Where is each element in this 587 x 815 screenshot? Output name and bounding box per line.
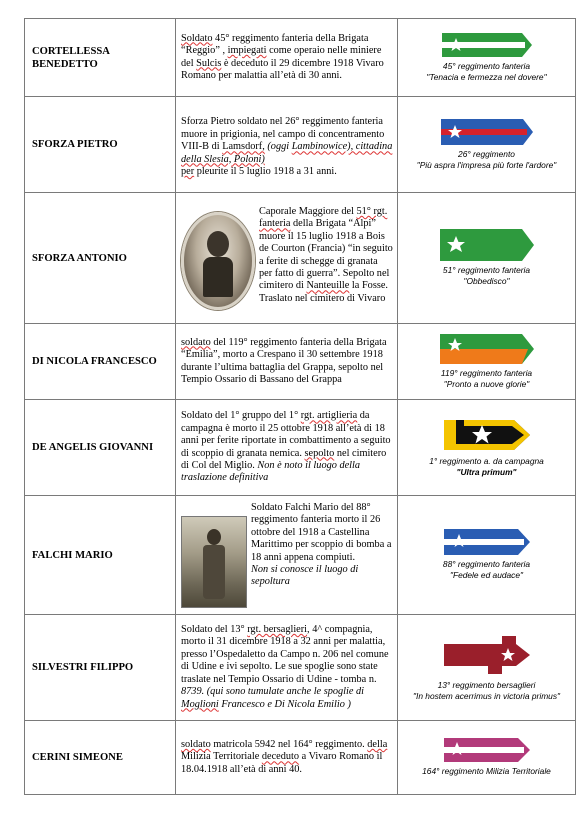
desc-text: della bbox=[367, 738, 388, 750]
desc-text: (oggi bbox=[264, 141, 292, 153]
table-row bbox=[25, 496, 576, 615]
soldier-description bbox=[176, 400, 398, 496]
desc-text: Soldato bbox=[181, 32, 213, 44]
desc-text: Non è noto il luogo della traslazione definitiva bbox=[181, 459, 361, 484]
table-row bbox=[25, 615, 576, 721]
regiment-caption: 119° reggimento fanteria bbox=[440, 367, 533, 378]
soldier-name: SFORZA PIETRO bbox=[25, 97, 176, 193]
desc-text: Soldato Falchi Mario del 88° reggimento fanteria morto il 26 ottobre del 1918 a Castellina Marittimo per scoppio di bomba a 18 anni appena compiuti. bbox=[251, 502, 392, 563]
regiment-motto: "Tenacia e fermezza nel dovere" bbox=[426, 71, 547, 82]
desc-text: Non si conosce il luogo di sepoltura bbox=[251, 564, 359, 588]
soldier-name: DE ANGELIS GIOVANNI bbox=[25, 400, 176, 496]
table-row bbox=[25, 721, 576, 795]
regiment-insignia bbox=[441, 119, 533, 145]
desc-text: della Brigata “Alpi” muore il 15 luglio 1918 a Bois de Courton (Francia) “in seguito a ferite di schegge di granata per fatto di guerra”. Sepolto nel cimitero di bbox=[259, 218, 393, 292]
desc-text: Caporale Maggiore del bbox=[259, 206, 357, 217]
roster-table bbox=[24, 18, 576, 795]
desc-body bbox=[251, 502, 393, 608]
soldier-name: FALCHI MARIO bbox=[25, 496, 176, 615]
desc-text: è deceduto il 29 dicembre 1918 Vivaro Romano per malattia all’età di 30 anni. bbox=[181, 57, 384, 81]
desc-text: la Fosse. Traslato nel cimitero di Vivaro bbox=[259, 280, 388, 304]
regiment-motto: "Pronto a nuove glorie" bbox=[443, 378, 530, 389]
soldier-description bbox=[176, 97, 398, 193]
table-row bbox=[25, 400, 576, 496]
table-row bbox=[25, 97, 576, 193]
regiment-cell bbox=[398, 400, 576, 496]
desc-body bbox=[259, 206, 393, 310]
soldier-name: SILVESTRI FILIPPO bbox=[25, 615, 176, 721]
regiment-cell bbox=[398, 721, 576, 795]
soldier-description bbox=[176, 721, 398, 795]
regiment-motto: "Ultra primum" bbox=[456, 466, 517, 477]
desc-text: Soldato del 13° bbox=[181, 624, 248, 636]
regiment-insignia bbox=[440, 229, 534, 261]
desc-text: Nanteuille bbox=[306, 280, 350, 292]
regiment-caption: 45° reggimento fanteria bbox=[442, 60, 531, 71]
soldier-name: DI NICOLA FRANCESCO bbox=[25, 324, 176, 400]
desc-text: 45° reggimento fanteria della Brigata “Reggio” , bbox=[181, 32, 369, 57]
soldier-name: SFORZA ANTONIO bbox=[25, 193, 176, 324]
soldier-name: CORTELLESSA BENEDETTO bbox=[25, 19, 176, 97]
desc-with-photo bbox=[181, 502, 393, 608]
desc-text: come operaio nelle miniere del bbox=[181, 45, 382, 69]
regiment-motto: "Più aspra l'impresa più forte l'ardore" bbox=[416, 159, 557, 170]
desc-text: rgt. bersaglieri bbox=[247, 624, 308, 636]
regiment-insignia bbox=[444, 529, 530, 555]
desc-text: Lamsdorf, bbox=[222, 141, 265, 153]
soldier-description bbox=[176, 324, 398, 400]
portrait-photo bbox=[181, 212, 255, 310]
table-row bbox=[25, 19, 576, 97]
regiment-caption: 88° reggimento fanteria bbox=[442, 559, 531, 569]
desc-text: Moglioni bbox=[181, 698, 219, 710]
desc-text: soldato bbox=[181, 738, 211, 750]
desc-text: Milizia Territoriale bbox=[181, 751, 262, 763]
regiment-cell bbox=[398, 496, 576, 615]
regiment-caption: 51° reggimento fanteria bbox=[442, 265, 531, 275]
soldier-description bbox=[176, 193, 398, 324]
desc-text: 51° rgt. fanteria bbox=[259, 206, 388, 230]
desc-with-photo bbox=[181, 206, 393, 310]
regiment-insignia bbox=[444, 738, 530, 762]
desc-text: Lambinowice), cittadina della Slesia, Poloni) bbox=[181, 141, 393, 165]
regiment-caption: 26° reggimento bbox=[458, 148, 515, 159]
regiment-cell bbox=[398, 97, 576, 193]
regiment-motto: "In hostem acerrimus in victoria primus" bbox=[413, 690, 560, 701]
regiment-insignia bbox=[442, 634, 532, 676]
desc-text: matricola 5942 nel 164° reggimento. bbox=[210, 738, 368, 750]
table-row bbox=[25, 193, 576, 324]
desc-text: impiegati bbox=[227, 45, 267, 57]
desc-text: deceduto bbox=[261, 751, 300, 763]
desc-text: a Vivaro Romano il 18.04.1918 all’età di anni 40. bbox=[181, 751, 383, 775]
regiment-motto: "Fedele ed audace" bbox=[450, 570, 523, 580]
regiment-cell bbox=[398, 19, 576, 97]
desc-text: sepolto bbox=[304, 447, 335, 459]
regiment-cell bbox=[398, 193, 576, 324]
regiment-insignia bbox=[440, 334, 534, 364]
desc-text: Soldato del 1° gruppo del 1° bbox=[181, 410, 301, 422]
regiment-caption: 1° reggimento a. da campagna bbox=[429, 455, 544, 466]
regiment-motto: "Obbedisco" bbox=[463, 276, 510, 286]
desc-text: rgt. artiglieria bbox=[300, 410, 358, 422]
desc-text: del 119° reggimento fanteria della Brigata “Emilia”, morto a Crespano il 30 settembre 1918 durante l’ultima battaglia del Grappa, sepolto nel Tempio Ossario di Bassano del Grappa bbox=[181, 336, 387, 385]
regiment-insignia bbox=[442, 418, 532, 452]
desc-text: 8739. (qui sono tumulate anche le spoglie di bbox=[181, 686, 365, 698]
regiment-cell bbox=[398, 324, 576, 400]
desc-text: da campagna è morto il 25 ottobre 1918 all’età di 18 anni per ferite riportate in combattimento a seguito di scoppio di granata nemica. bbox=[181, 410, 391, 459]
soldier-description bbox=[176, 496, 398, 615]
desc-text: per bbox=[181, 166, 195, 178]
portrait-photo bbox=[181, 516, 247, 608]
regiment-cell bbox=[398, 615, 576, 721]
soldier-name: CERINI SIMEONE bbox=[25, 721, 176, 795]
desc-text: Francesco e Di Nicola Emilio ) bbox=[218, 698, 351, 710]
regiment-caption: 13° reggimento bersaglieri bbox=[437, 679, 536, 690]
desc-text: Sforza Pietro soldato nel 26° reggimento fanteria muore in prigionia, nel campo di concentramento VIII-B di bbox=[181, 116, 385, 153]
desc-text: nel cimitero di Col del Miglio. bbox=[181, 447, 387, 471]
regiment-caption: 164° reggimento Milizia Territoriale bbox=[422, 766, 551, 776]
table-row bbox=[25, 324, 576, 400]
desc-text: soldato bbox=[181, 336, 211, 348]
soldier-description bbox=[176, 615, 398, 721]
desc-text: pleurite il 5 luglio 1918 a 31 anni. bbox=[194, 166, 337, 178]
desc-text: Sulcis bbox=[196, 57, 222, 69]
regiment-insignia bbox=[442, 33, 532, 57]
desc-text: , 4^ compagnia, morto il 31 dicembre 1918 a 32 anni per malattia, presso l’Ospedaletto da Campo n. 206 nel comune di Udine e ivi sepolto. Le sue spoglie sono state traslate nel Tempio Ossario di Udine - tomba n. bbox=[181, 624, 389, 685]
soldier-description bbox=[176, 19, 398, 97]
